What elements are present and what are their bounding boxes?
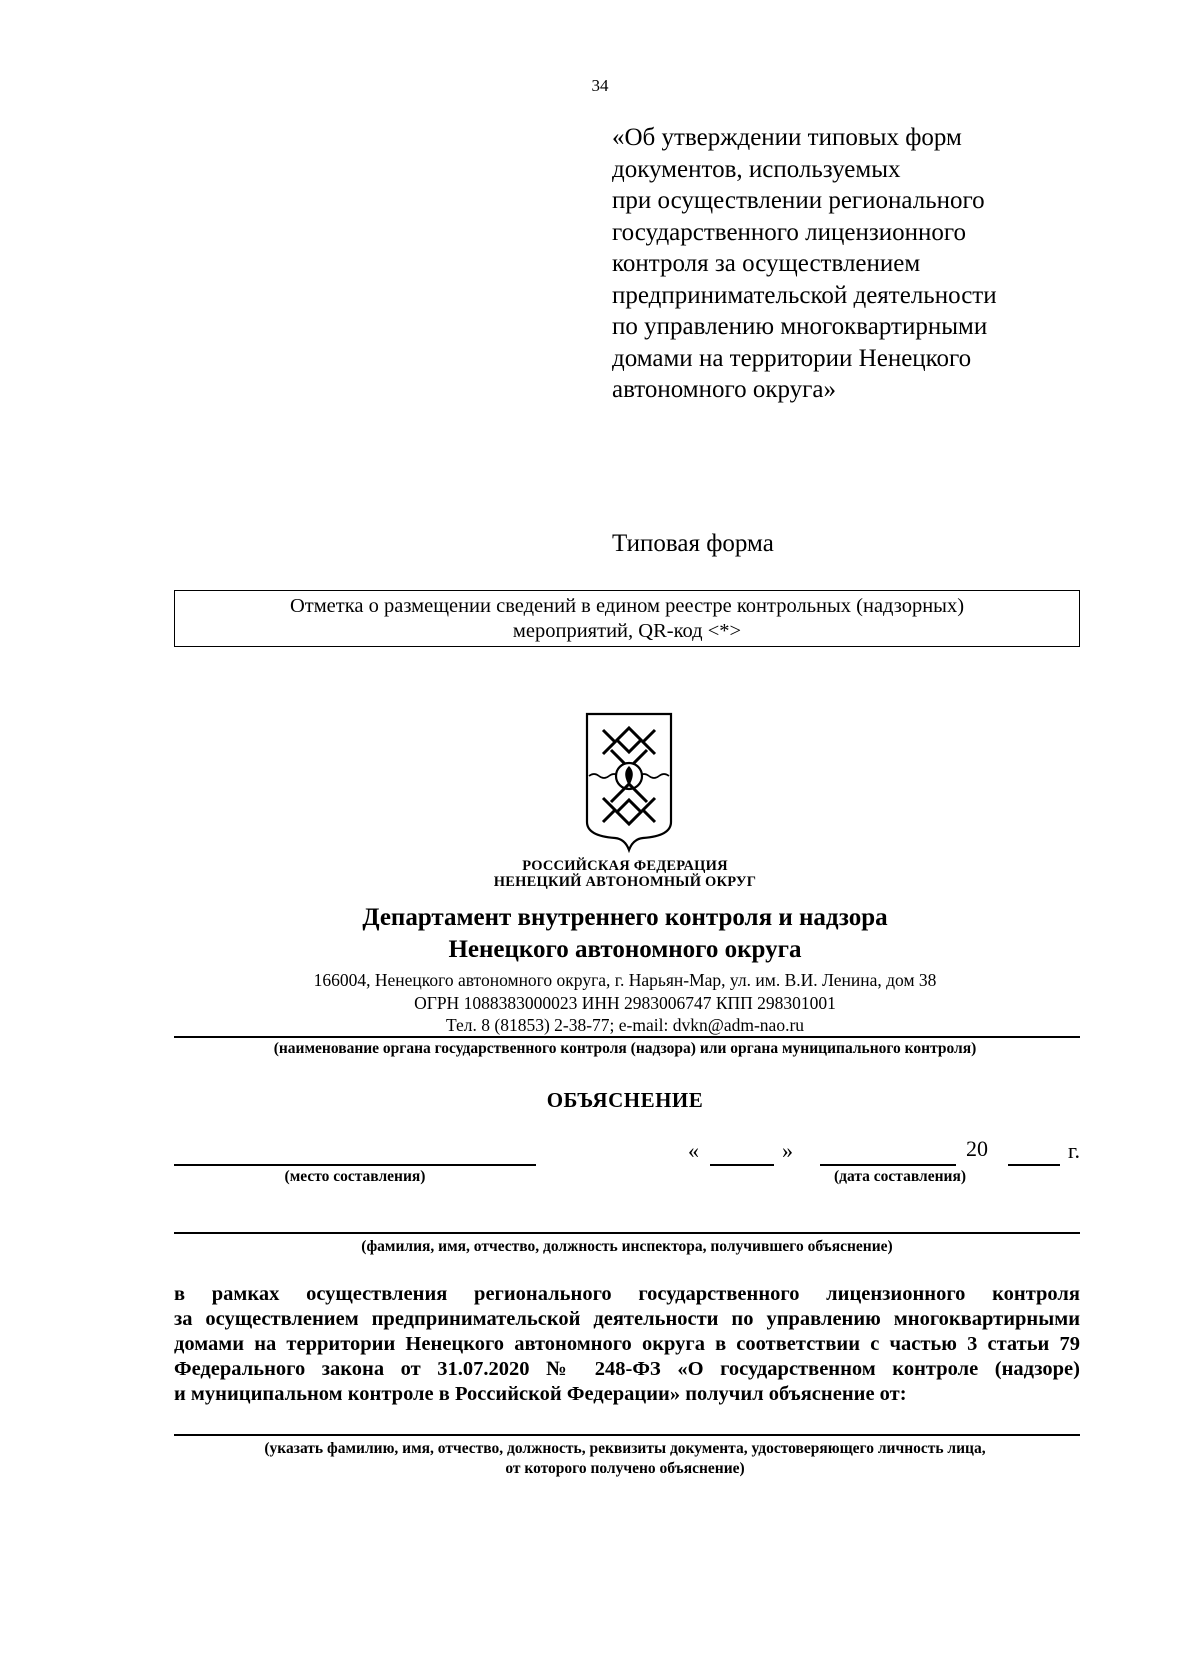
year-blank-line[interactable]: [1008, 1164, 1060, 1166]
inspector-caption: (фамилия, имя, отчество, должность инспектора, получившего объяснение): [361, 1238, 893, 1255]
document-title-reference: [612, 122, 1072, 406]
body-paragraph: [174, 1282, 1080, 1407]
qr-registry-box: [174, 590, 1080, 647]
date-close-quote: »: [782, 1138, 793, 1163]
page-number: 34: [591, 76, 609, 95]
body-line: Федерального закона от 31.07.2020 № 248-ФЗ «О государственном контроле (надзоре): [174, 1358, 1080, 1380]
title-line: документов, используемых: [612, 155, 901, 183]
org-caption: (наименование органа государственного контроля (надзора) или органа муниципального контроля): [273, 1040, 977, 1057]
title-line: по управлению многоквартирными: [612, 313, 988, 340]
inspector-blank-line[interactable]: [174, 1232, 1080, 1234]
coat-of-arms-icon: [583, 710, 675, 853]
body-line: за осуществлением предпринимательской деятельности по управлению многоквартирными: [174, 1308, 1080, 1330]
title-line: автономного округа»: [612, 376, 837, 403]
date-year-suffix: г.: [1068, 1138, 1081, 1163]
title-line: предпринимательской деятельности: [612, 281, 997, 309]
place-blank-line[interactable]: [174, 1164, 536, 1166]
date-caption: (дата составления): [834, 1168, 966, 1185]
title-line: домами на территории Ненецкого: [612, 344, 972, 372]
person-caption-line1: (указать фамилию, имя, отчество, должность, реквизиты документа, удостоверяющего личность лица,: [264, 1440, 986, 1457]
divider-line: [174, 1036, 1080, 1038]
body-line: домами на территории Ненецкого автономного округа в соответствии с частью 3 статьи 79: [174, 1333, 1080, 1355]
body-line: в рамках осуществления регионального государственного лицензионного контроля: [174, 1283, 1080, 1305]
explanation-title: ОБЪЯСНЕНИЕ: [546, 1088, 704, 1112]
date-open-quote: «: [688, 1138, 699, 1163]
form-type-label: Типовая форма: [612, 530, 774, 557]
qr-box-line1: Отметка о размещении сведений в едином реестре контрольных (надзорных): [289, 595, 965, 617]
country-heading: РОССИЙСКАЯ ФЕДЕРАЦИЯ: [522, 858, 728, 874]
department-contacts: Тел. 8 (81853) 2-38-77; e-mail: dvkn@adm-nao.ru: [445, 1015, 805, 1035]
person-caption-line2: от которого получено объяснение): [505, 1460, 745, 1477]
department-ids: ОГРН 1088383000023 ИНН 2983006747 КПП 298301001: [414, 993, 836, 1013]
place-caption: (место составления): [284, 1168, 426, 1185]
person-blank-line[interactable]: [174, 1434, 1080, 1436]
title-line: государственного лицензионного: [612, 218, 967, 246]
date-century: 20: [966, 1136, 988, 1161]
title-line: «Об утверждении типовых форм: [612, 124, 962, 151]
qr-box-line2: мероприятий, QR-код <*>: [512, 620, 742, 642]
region-heading: НЕНЕЦКИЙ АВТОНОМНЫЙ ОКРУГ: [493, 874, 757, 890]
department-name-line2: Ненецкого автономного округа: [448, 936, 802, 963]
day-blank-line[interactable]: [710, 1164, 774, 1166]
body-line: и муниципальном контроле в Российской Федерации» получил объяснение от:: [174, 1383, 907, 1405]
department-address: 166004, Ненецкого автономного округа, г. Нарьян-Мар, ул. им. В.И. Ленина, дом 38: [313, 970, 937, 990]
title-line: контроля за осуществлением: [612, 250, 921, 277]
month-blank-line[interactable]: [820, 1164, 956, 1166]
department-name-line1: Департамент внутреннего контроля и надзора: [362, 904, 888, 931]
title-line: при осуществлении регионального: [612, 187, 985, 214]
